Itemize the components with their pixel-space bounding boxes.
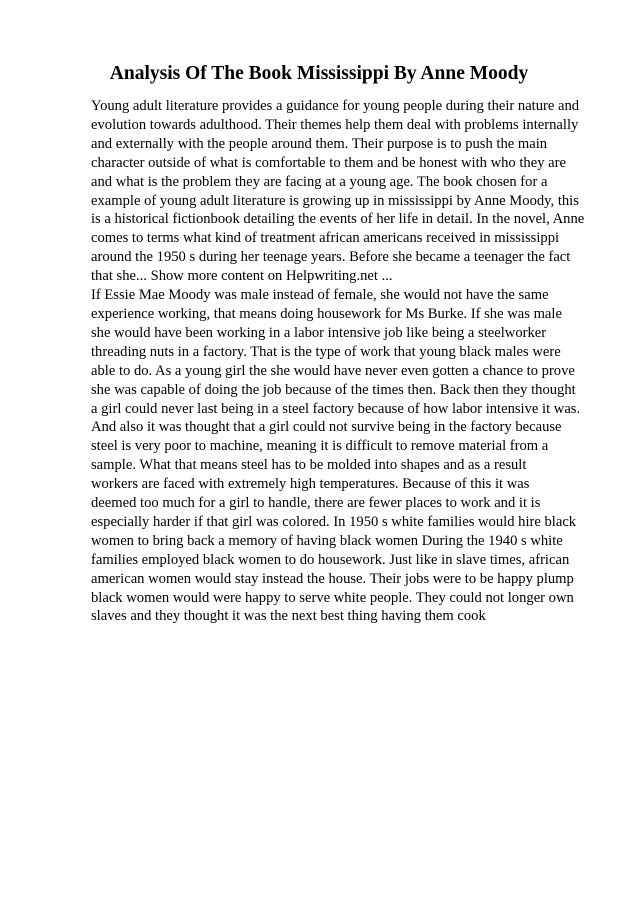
body-line: and externally with the people around them. Their purpose is to push the main (91, 135, 548, 152)
body-line: able to do. As a young girl the she would have never even gotten a chance to prove (91, 362, 575, 379)
body-line: If Essie Mae Moody was male instead of female, she would not have the same (91, 287, 549, 304)
body-line: around the 1950 s during her teenage years. Before she became a teenager the fact (91, 249, 571, 266)
body-line: she would have been working in a labor intensive job like being a steelworker (91, 324, 547, 341)
body-line: And also it was thought that a girl could not survive being in the factory because (91, 419, 562, 436)
body-line: Young adult literature provides a guidance for young people during their nature and (91, 98, 580, 114)
body-line: workers are faced with extremely high temperatures. Because of this it was (91, 476, 530, 493)
body-line: comes to terms what kind of treatment african americans received in mississippi (91, 230, 560, 247)
body-line: women to bring back a memory of having black women During the 1940 s white (91, 532, 563, 549)
body-line: she was capable of doing the job because of the times then. Back then they thought (91, 381, 576, 398)
body-line: especially harder if that girl was colored. In 1950 s white families would hire black (91, 513, 577, 530)
body-line: and what is the problem they are facing at a young age. The book chosen for a (91, 173, 548, 190)
document-body (91, 97, 586, 626)
body-line: threading nuts in a factory. That is the type of work that young black males were (91, 343, 561, 360)
body-line: experience working, that means doing housework for Ms Burke. If she was male (91, 305, 562, 322)
body-line: families employed black women to do housework. Just like in slave times, african (91, 551, 570, 568)
body-line: character outside of what is comfortable to them and be honest with who they are (91, 154, 566, 171)
body-line: evolution towards adulthood. Their themes help them deal with problems internally (91, 116, 579, 133)
body-line: is a historical fictionbook detailing the events of her life in detail. In the novel, Anne (91, 211, 585, 228)
body-line: deemed too much for a girl to handle, there are fewer places to work and it is (91, 495, 541, 512)
body-line: steel is very poor to machine, meaning it is difficult to remove material from a (91, 438, 549, 455)
body-line: example of young adult literature is growing up in mississippi by Anne Moody, this (91, 192, 579, 209)
body-line: american women would stay instead the house. Their jobs were to be happy plump (91, 570, 574, 587)
body-line: slaves and they thought it was the next best thing having them cook (91, 608, 486, 625)
body-line: black women would were happy to serve white people. They could not longer own (91, 589, 574, 606)
document-title: Analysis Of The Book Mississippi By Anne Moody (109, 63, 529, 84)
body-line: that she... Show more content on Helpwriting.net ... (91, 268, 393, 285)
body-line: sample. What that means steel has to be molded into shapes and as a result (91, 457, 527, 474)
body-line: a girl could never last being in a steel factory because of how labor intensive it was. (91, 400, 581, 417)
